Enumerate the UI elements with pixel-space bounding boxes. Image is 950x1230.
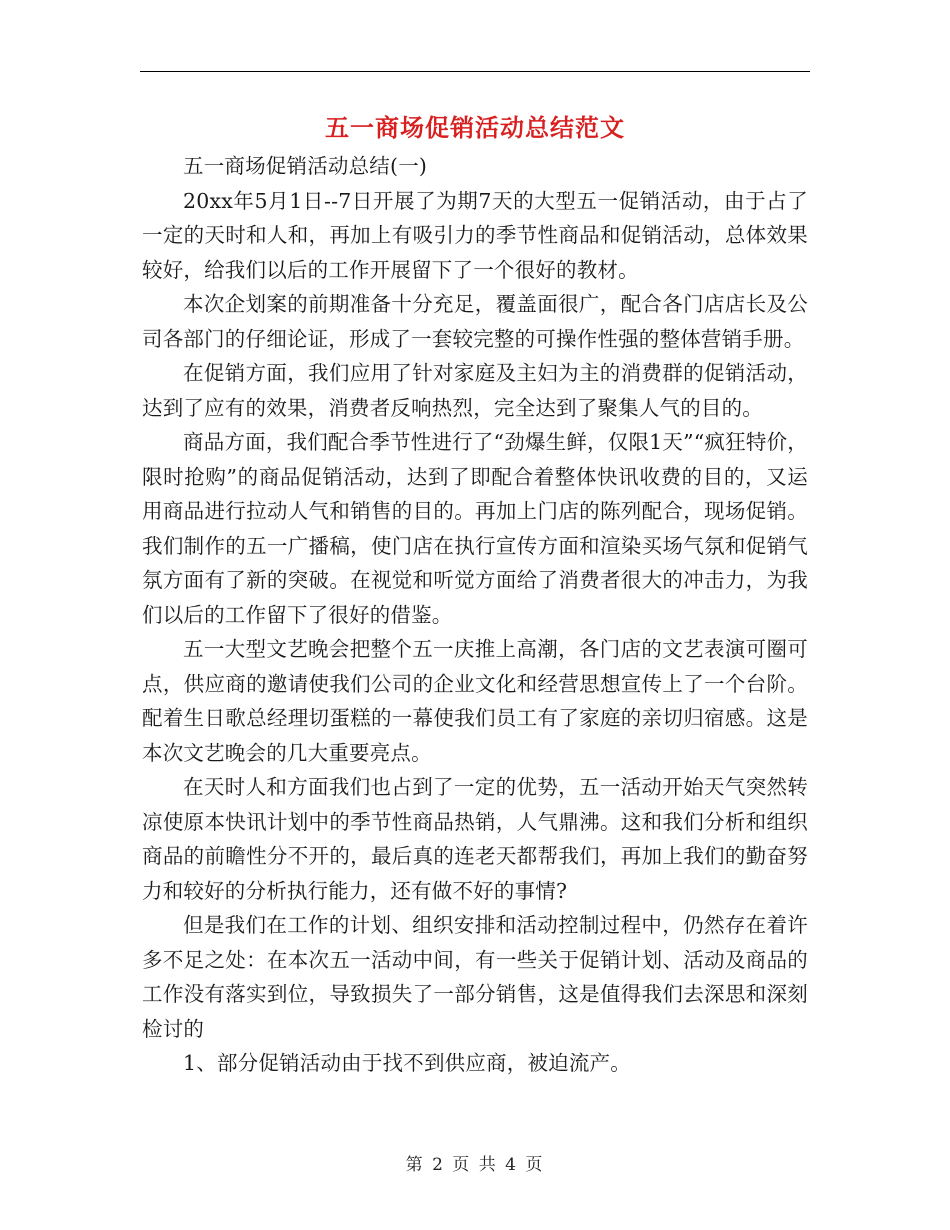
document-body [142,149,808,1081]
document-title: 五一商场促销活动总结范文 [325,113,625,142]
paragraph-intro: 20xx年5月1日--7日开展了为期7天的大型五一促销活动，由于占了一定的天时和人和，再加上有吸引力的季节性商品和促销活动，总体效果较好，给我们以后的工作开展留下了一个很好的教材。 [142,188,808,282]
section-heading: 五一商场促销活动总结(一) [183,154,428,178]
paragraph-shortcomings: 但是我们在工作的计划、组织安排和活动控制过程中，仍然存在着许多不足之处：在本次五一活动中间，有一些关于促销计划、活动及商品的工作没有落实到位，导致损失了一部分销售，这是值得我们去深思和深刻检讨的 [142,913,808,1041]
paragraph-advantage: 在天时人和方面我们也占到了一定的优势，五一活动开始天气突然转凉使原本快讯计划中的季节性商品热销，人气鼎沸。这和我们分析和组织商品的前瞻性分不开的，最后真的连老天都帮我们，再加上我们的勤奋努力和较好的分析执行能力，还有做不好的事情? [142,775,808,903]
paragraph-planning: 本次企划案的前期准备十分充足，覆盖面很广，配合各门店店长及公司各部门的仔细论证，形成了一套较完整的可操作性强的整体营销手册。 [142,292,808,351]
paragraph-merchandise: 商品方面，我们配合季节性进行了“劲爆生鲜，仅限1天”“疯狂特价，限时抢购”的商品促销活动，达到了即配合着整体快讯收费的目的，又运用商品进行拉动人气和销售的目的。再加上门店的陈列配合，现场促销。我们制作的五一广播稿，使门店在执行宣传方面和渲染买场气氛和促销气氛方面有了新的突破。在视觉和听觉方面给了消费者很大的冲击力，为我们以后的工作留下了很好的借鉴。 [142,430,808,627]
header-rule [140,71,810,72]
paragraph-promotion: 在促销方面，我们应用了针对家庭及主妇为主的消费群的促销活动，达到了应有的效果，消费者反响热烈，完全达到了聚集人气的目的。 [142,361,808,420]
page-number: 第 2 页 共 4 页 [405,1155,545,1175]
list-item-1: 1、部分促销活动由于找不到供应商，被迫流产。 [183,1051,631,1075]
paragraph-gala: 五一大型文艺晚会把整个五一庆推上高潮，各门店的文艺表演可圈可点，供应商的邀请使我们公司的企业文化和经营思想宣传上了一个台阶。配着生日歌总经理切蛋糕的一幕使我们员工有了家庭的亲切归宿感。这是本次文艺晚会的几大重要亮点。 [142,637,808,765]
